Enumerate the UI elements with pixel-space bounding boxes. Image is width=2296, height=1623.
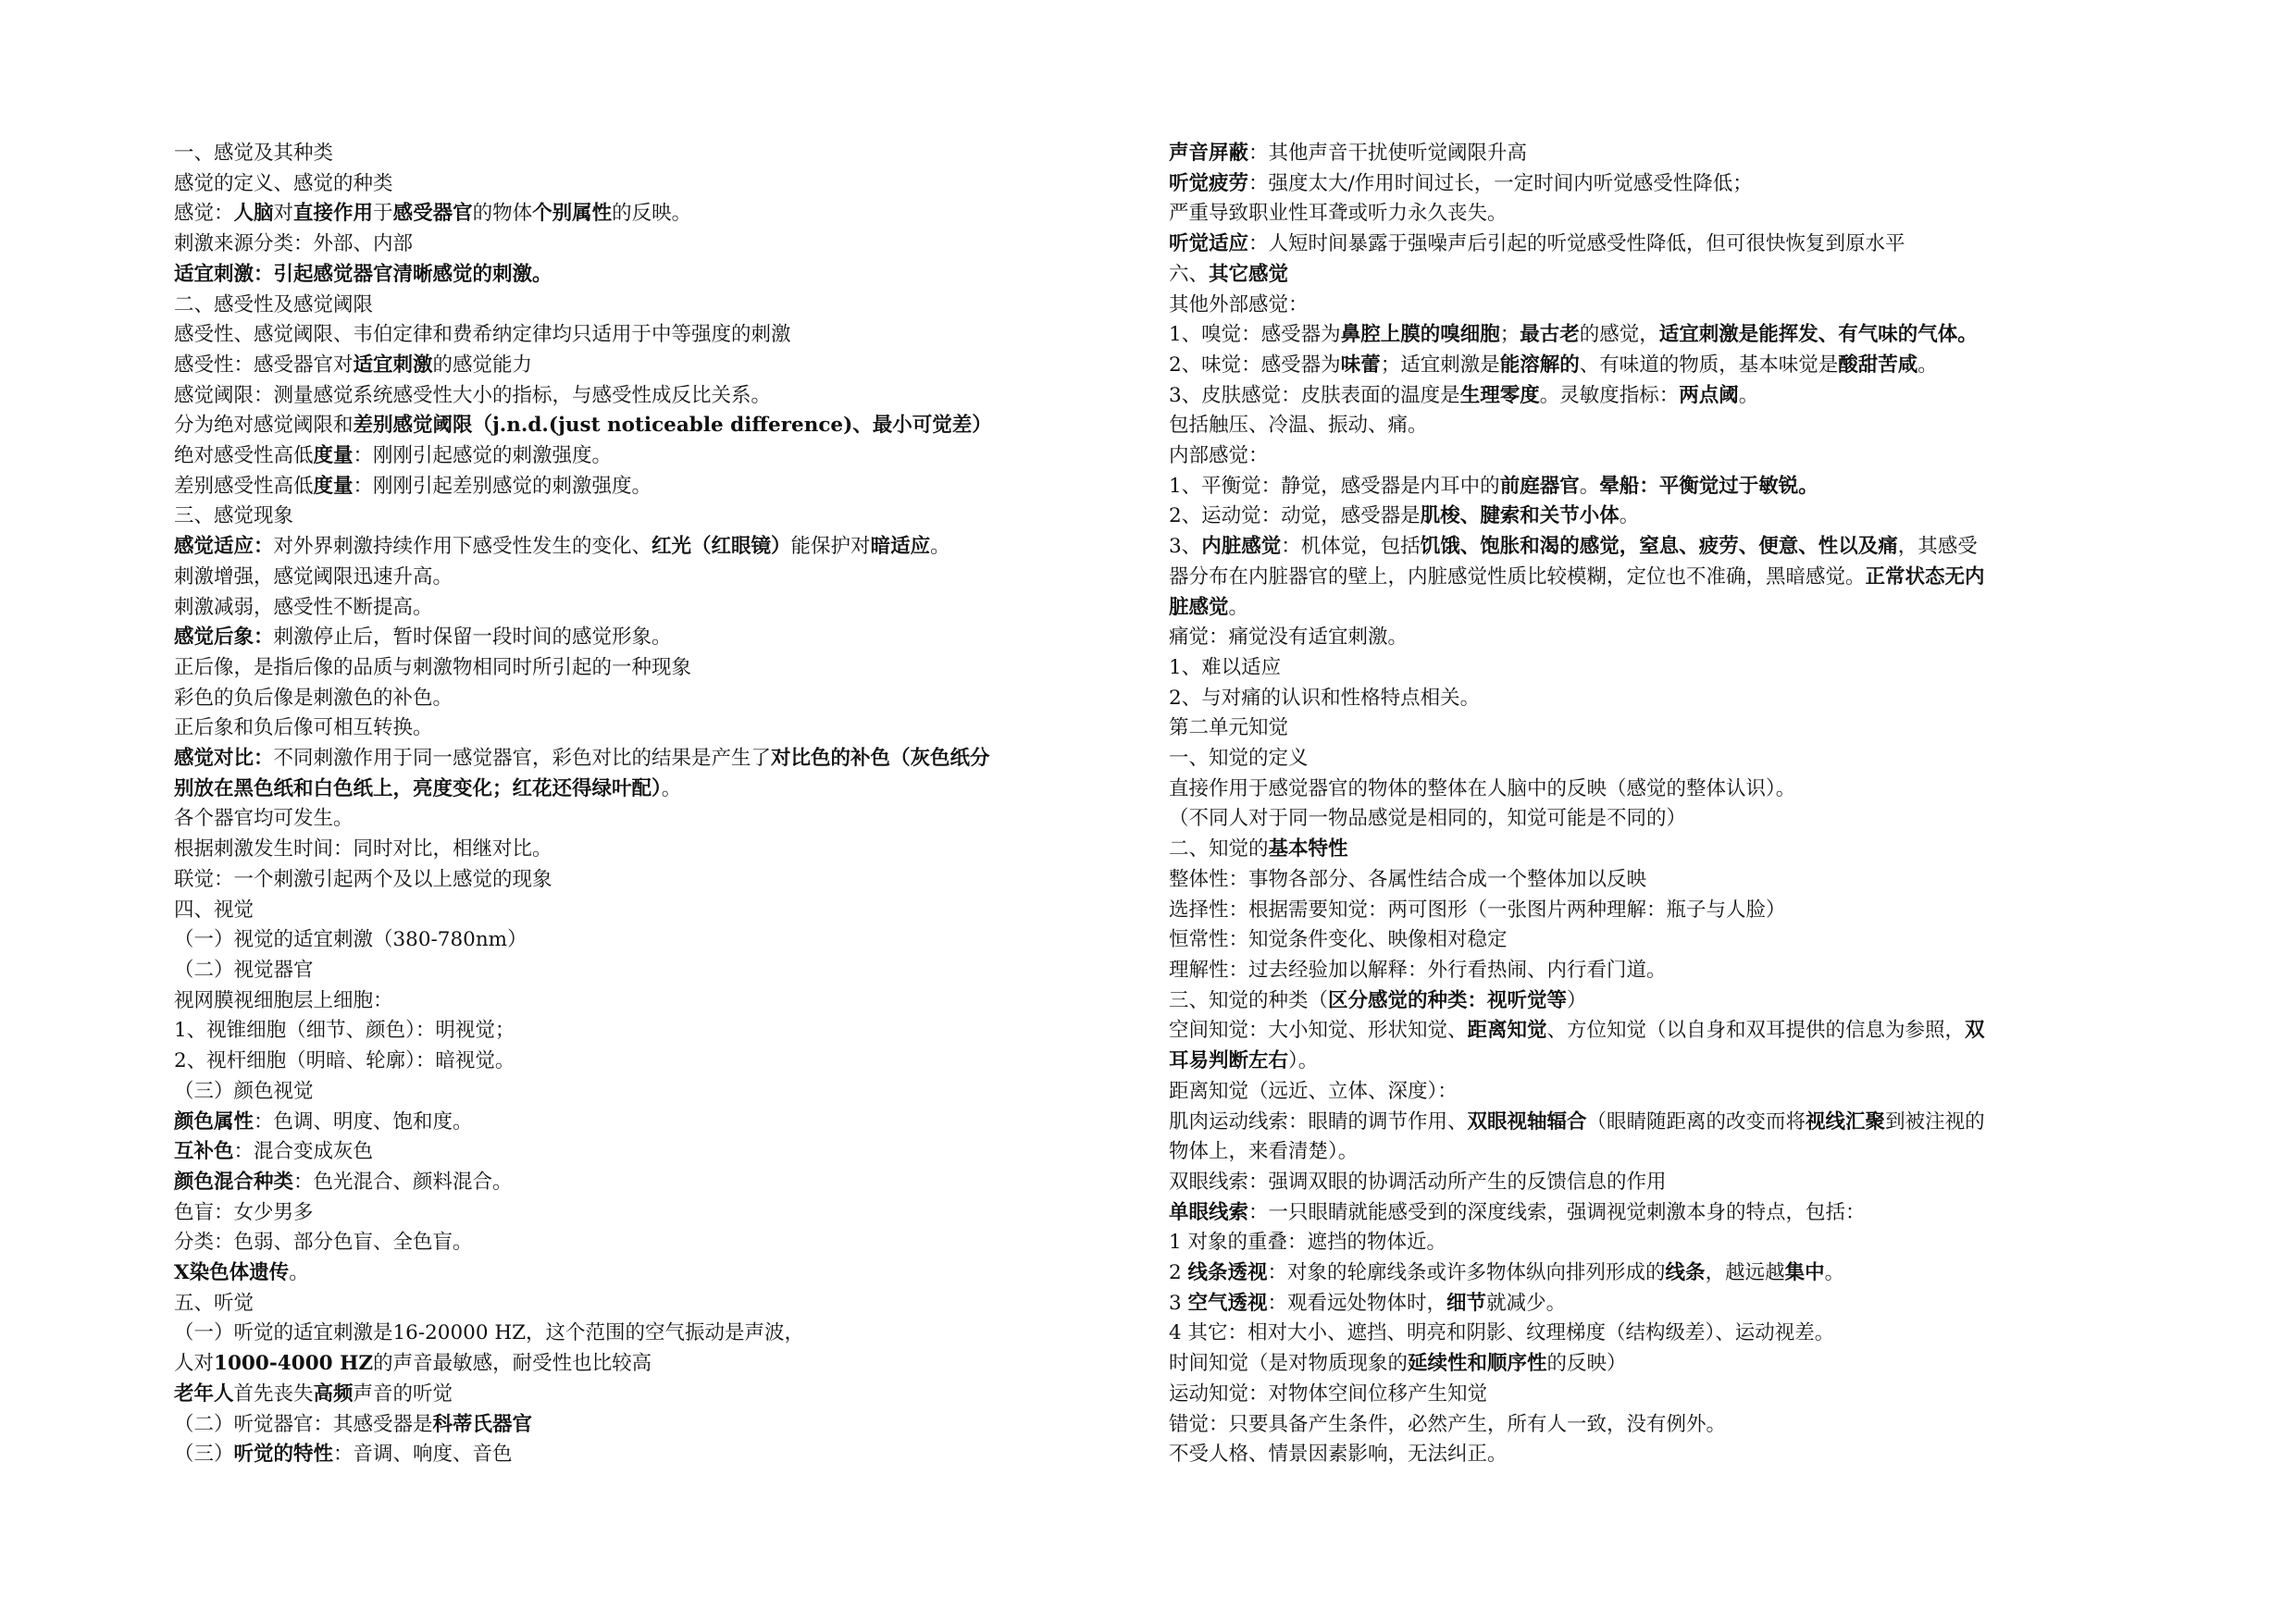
- text: 1、视锥细胞（细节、颜色）：明视觉；: [174, 1019, 515, 1043]
- text: ：色调、明度、饱和度。: [254, 1109, 473, 1134]
- text-line: [1169, 320, 2131, 351]
- bold-text: 空气透视: [1187, 1291, 1268, 1315]
- text: 刺激来源分类：外部、内部: [174, 232, 414, 256]
- bold-text: 互补色: [174, 1140, 234, 1164]
- text-line: [1169, 169, 2131, 200]
- text-line: [1169, 411, 2131, 441]
- text: ：一只眼睛就能感受到的深度线索，强调视觉刺激本身的特点，包括：: [1248, 1200, 1866, 1224]
- text-line: [174, 593, 1201, 624]
- text: 一、感觉及其种类: [174, 142, 334, 165]
- text-line: [1169, 1440, 2131, 1470]
- text-line: [174, 260, 1201, 291]
- bold-text: 度量: [313, 474, 354, 498]
- text: 绝对感受性高低: [174, 444, 314, 468]
- text: 彩色的负后像是刺激色的补色。: [174, 686, 453, 710]
- text-line: [174, 744, 1201, 774]
- text: 二、感受性及感觉阈限: [174, 292, 374, 316]
- text-line: [174, 1228, 1201, 1258]
- text-line: [174, 1410, 1201, 1441]
- text-line: [1169, 139, 2131, 169]
- text: 1、难以适应: [1169, 655, 1282, 679]
- text: ：观看远处物体时，: [1267, 1291, 1447, 1315]
- bold-text: 内脏感觉: [1201, 535, 1282, 559]
- text-line: [1169, 713, 2131, 744]
- text: 感受性：感受器官对: [174, 353, 354, 377]
- text: 二、知觉的: [1169, 837, 1269, 861]
- text: 直接作用于感觉器官的物体的整体在人脑中的反映（感觉的整体认识）。: [1169, 776, 1796, 800]
- text: 不同刺激作用于同一感觉器官，彩色对比的结果是产生了: [273, 747, 772, 771]
- text: 分为绝对感觉阈限和: [174, 414, 354, 438]
- text: 1、平衡觉：静觉，感受器是内耳中的: [1169, 474, 1500, 498]
- bold-text: 线条: [1665, 1261, 1706, 1285]
- bold-text: 科蒂氏器官: [432, 1412, 533, 1436]
- text: ，越远越: [1705, 1261, 1785, 1285]
- text: 3、皮肤感觉：皮肤表面的温度是: [1169, 383, 1460, 407]
- text: （三）: [174, 1443, 234, 1467]
- bold-text: 单眼线索: [1169, 1200, 1249, 1224]
- text: 感觉：: [174, 202, 234, 226]
- bold-text: 感觉对比：: [174, 747, 274, 771]
- bold-text: 1000-4000 HZ: [214, 1352, 374, 1376]
- text: （一）听觉的适宜刺激是16-20000 HZ，这个范围的空气振动是声波，: [174, 1321, 805, 1345]
- text: 4 其它：相对大小、遮挡、明亮和阴影、纹理梯度（结构级差）、运动视差。: [1169, 1321, 1835, 1345]
- text: 对: [273, 202, 294, 226]
- text: 一、知觉的定义: [1169, 747, 1309, 771]
- text: 的反映）: [1546, 1352, 1627, 1376]
- text-line: [174, 229, 1201, 260]
- text-line: [1169, 472, 2131, 502]
- bold-text: 适宜刺激是能挥发、有气味的气体。: [1658, 323, 1978, 347]
- text: 正后像，是指后像的品质与刺激物相同时所引起的一种现象: [174, 655, 692, 679]
- bold-text: 颜色混合种类: [174, 1170, 294, 1194]
- text: 的感觉能力: [432, 353, 533, 377]
- bold-text: 两点阈: [1679, 383, 1739, 407]
- text-line: [174, 684, 1201, 714]
- text: 感觉阈限：测量感觉系统感受性大小的指标，与感受性成反比关系。: [174, 383, 772, 407]
- text: 不受人格、情景因素影响，无法纠正。: [1169, 1443, 1508, 1467]
- text: ：人短时间暴露于强噪声后引起的听觉感受性降低，但可很快恢复到原水平: [1248, 232, 1905, 256]
- text-line: [174, 956, 1201, 986]
- text-line: [174, 1016, 1201, 1047]
- text-line: [1169, 1016, 2131, 1047]
- text-line: [174, 411, 1201, 441]
- text-line: [1169, 441, 2131, 472]
- bold-text: 集中: [1784, 1261, 1825, 1285]
- text: 联觉：一个刺激引起两个及以上感觉的现象: [174, 867, 552, 891]
- text-line: [174, 502, 1201, 532]
- text-line: [1169, 1410, 2131, 1441]
- text-line: [1169, 835, 2131, 865]
- text: 恒常性：知觉条件变化、映像相对稳定: [1169, 928, 1508, 952]
- bold-text: 直接作用: [293, 202, 374, 226]
- text: 内部感觉：: [1169, 444, 1269, 468]
- bold-text: 听觉适应: [1169, 232, 1249, 256]
- bold-text: 双眼视轴辐合: [1467, 1109, 1587, 1134]
- text-line: [174, 1137, 1201, 1168]
- text-line: [174, 381, 1201, 412]
- bold-text: 颜色属性: [174, 1109, 254, 1134]
- text: ：刚刚引起感觉的刺激强度。: [353, 444, 613, 468]
- text-line: [1169, 1289, 2131, 1319]
- text-line: [1169, 684, 2131, 714]
- text: 。: [1824, 1261, 1845, 1285]
- text: 。: [1917, 353, 1938, 377]
- text: ）。: [1288, 1049, 1319, 1073]
- text-line: [174, 896, 1201, 926]
- text-line: [174, 713, 1201, 744]
- text-line: [174, 351, 1201, 381]
- bold-text: 视线汇聚: [1806, 1109, 1886, 1134]
- text-line: [174, 774, 1201, 805]
- text: 2、与对痛的认识和性格特点相关。: [1169, 686, 1481, 710]
- text-line: [1169, 502, 2131, 532]
- text: 2、运动觉：动觉，感受器是: [1169, 504, 1421, 528]
- bold-text: X染色体遗传: [174, 1261, 290, 1285]
- text-line: [174, 139, 1201, 169]
- text: 四、视觉: [174, 898, 254, 922]
- text-line: [1169, 804, 2131, 835]
- bold-text: 红光（红眼镜）: [652, 535, 791, 559]
- bold-text: 正常状态无内: [1865, 564, 1985, 588]
- text-line: [1169, 986, 2131, 1017]
- text-line: [1169, 956, 2131, 986]
- text-line: [1169, 896, 2131, 926]
- bold-text: 感觉适应：: [174, 535, 274, 559]
- text-line: [174, 1258, 1201, 1289]
- text: 刺激增强，感觉阈限迅速升高。: [174, 564, 453, 588]
- bold-text: 肌梭、腱索和关节小体: [1420, 504, 1620, 528]
- text-line: [1169, 925, 2131, 956]
- text: ：混合变成灰色: [233, 1140, 374, 1164]
- text-line: [1169, 865, 2131, 896]
- text: 刺激减弱，感受性不断提高。: [174, 595, 433, 619]
- bold-text: 差别感觉阈限（j.n.d.(just noticeable difference)、最小可觉差）: [353, 414, 992, 438]
- text: （一）视觉的适宜刺激（380-780nm）: [174, 928, 527, 952]
- bold-text: 适宜刺激: [353, 353, 433, 377]
- text: 3、: [1169, 535, 1202, 559]
- text-line: [174, 1349, 1201, 1380]
- text-line: [1169, 1380, 2131, 1410]
- bold-text: 其它感觉: [1209, 262, 1289, 286]
- text: 刺激停止后，暂时保留一段时间的感觉形象。: [273, 626, 672, 650]
- text: ：强度太大/作用时间过长，一定时间内听觉感受性降低；: [1248, 171, 1753, 195]
- text-line: [1169, 1228, 2131, 1258]
- text-line: [174, 1319, 1201, 1349]
- text: 。: [1579, 474, 1600, 498]
- bold-text: 生理零度: [1459, 383, 1540, 407]
- text: 首先丧失: [233, 1381, 314, 1406]
- text: 2、味觉：感受器为: [1169, 353, 1341, 377]
- text: 、方位知觉（以自身和双耳提供的信息为参照，: [1546, 1019, 1966, 1043]
- text-line: [1169, 1198, 2131, 1229]
- text: 根据刺激发生时间：同时对比，相继对比。: [174, 837, 552, 861]
- text: 。灵敏度指标：: [1539, 383, 1680, 407]
- text: 感受性、感觉阈限、韦伯定律和费希纳定律均只适用于中等强度的刺激: [174, 323, 791, 347]
- text: 选择性：根据需要知觉：两可图形（一张图片两种理解：瓶子与人脸）: [1169, 898, 1786, 922]
- bold-text: 人脑: [233, 202, 274, 226]
- text-line: [1169, 291, 2131, 321]
- bold-text: 酸甜苦咸: [1838, 353, 1918, 377]
- text: 各个器官均可发生。: [174, 807, 354, 831]
- text-line: [1169, 532, 2131, 563]
- text: 。: [1228, 595, 1249, 619]
- bold-text: 听觉疲劳: [1169, 171, 1249, 195]
- text: 3: [1169, 1291, 1188, 1315]
- bold-text: 前庭器官: [1499, 474, 1580, 498]
- bold-text: 对比色的补色（灰色纸分: [771, 747, 990, 771]
- text-line: [174, 169, 1201, 200]
- text-line: [174, 623, 1201, 653]
- text: （三）颜色视觉: [174, 1079, 314, 1103]
- text-line: [1169, 1349, 2131, 1380]
- text: 人对: [174, 1352, 215, 1376]
- text: 1 对象的重叠：遮挡的物体近。: [1169, 1231, 1447, 1255]
- text-line: [174, 1198, 1201, 1229]
- text: （眼睛随距离的改变而将: [1586, 1109, 1806, 1134]
- left-column: [174, 139, 1201, 1470]
- bold-text: 耳易判断左右: [1169, 1049, 1289, 1073]
- bold-text: 声音屏蔽: [1169, 142, 1249, 165]
- bold-text: 暗适应: [870, 535, 931, 559]
- text-line: [174, 1047, 1201, 1077]
- bold-text: 晕船：平衡觉过于敏锐。: [1599, 474, 1818, 498]
- text-line: [1169, 774, 2131, 805]
- text-line: [174, 563, 1201, 593]
- text: 色盲：女少男多: [174, 1200, 314, 1224]
- text-line: [174, 986, 1201, 1017]
- text: 的声音最敏感，耐受性也比较高: [373, 1352, 652, 1376]
- text-line: [1169, 563, 2131, 593]
- bold-text: 度量: [313, 444, 354, 468]
- bold-text: 线条透视: [1187, 1261, 1268, 1285]
- text-line: [174, 925, 1201, 956]
- text: 的物体: [472, 202, 533, 226]
- text-line: [1169, 593, 2131, 624]
- text-line: [174, 1077, 1201, 1108]
- text: 的感觉，: [1579, 323, 1659, 347]
- bold-text: 味蕾: [1340, 353, 1381, 377]
- text: 声音的听觉: [353, 1381, 453, 1406]
- bold-text: 延续性和顺序性: [1408, 1352, 1547, 1376]
- text: ）: [1567, 988, 1587, 1012]
- text: ；: [1499, 323, 1520, 347]
- text: 双眼线索：强调双眼的协调活动所产生的反馈信息的作用: [1169, 1170, 1667, 1194]
- text: 五、听觉: [174, 1291, 254, 1315]
- text-line: [174, 653, 1201, 684]
- text: 视网膜视细胞层上细胞：: [174, 988, 393, 1012]
- text-line: [1169, 199, 2131, 229]
- text: 正后象和负后像可相互转换。: [174, 716, 433, 740]
- text: 于: [373, 202, 393, 226]
- text-line: [1169, 1258, 2131, 1289]
- text-line: [174, 804, 1201, 835]
- text: 。: [661, 776, 682, 800]
- text: 六、: [1169, 262, 1210, 286]
- bold-text: 距离知觉: [1467, 1019, 1547, 1043]
- text-line: [1169, 1077, 2131, 1108]
- text: ：色光混合、颜料混合。: [293, 1170, 513, 1194]
- text: ；适宜刺激是: [1380, 353, 1500, 377]
- bold-text: 感受器官: [392, 202, 473, 226]
- text: 就减少。: [1486, 1291, 1567, 1315]
- bold-text: 细节: [1446, 1291, 1487, 1315]
- text-line: [174, 1168, 1201, 1198]
- text: 包括触压、冷温、振动、痛。: [1169, 414, 1428, 438]
- text-line: [1169, 653, 2131, 684]
- text-line: [174, 835, 1201, 865]
- text-line: [1169, 1047, 2131, 1077]
- text-line: [1169, 623, 2131, 653]
- text: 运动知觉：对物体空间位移产生知觉: [1169, 1381, 1488, 1406]
- text-line: [1169, 1108, 2131, 1138]
- text-line: [174, 1380, 1201, 1410]
- text: 差别感受性高低: [174, 474, 314, 498]
- right-column: [1169, 139, 2131, 1470]
- text: 器分布在内脏器官的壁上，内脏感觉性质比较模糊，定位也不准确，黑暗感觉。: [1169, 564, 1866, 588]
- text: 对外界刺激持续作用下感受性发生的变化、: [273, 535, 652, 559]
- text-line: [174, 199, 1201, 229]
- text: 能保护对: [790, 535, 871, 559]
- text: 物体上，来看清楚）。: [1169, 1140, 1359, 1164]
- text: 2、视杆细胞（明暗、轮廓）：暗视觉。: [174, 1049, 515, 1073]
- text-line: [174, 1108, 1201, 1138]
- text-line: [1169, 1168, 2131, 1198]
- text-line: [174, 320, 1201, 351]
- text-line: [174, 1440, 1201, 1470]
- text: ：机体觉，包括: [1281, 535, 1421, 559]
- bold-text: 感觉后象：: [174, 626, 274, 650]
- text-line: [174, 1289, 1201, 1319]
- text: 错觉：只要具备产生条件，必然产生，所有人一致，没有例外。: [1169, 1412, 1727, 1436]
- bold-text: 个别属性: [532, 202, 613, 226]
- text: 的反映。: [612, 202, 692, 226]
- text-line: [1169, 351, 2131, 381]
- text: 。: [930, 535, 950, 559]
- text: 距离知觉（远近、立体、深度）：: [1169, 1079, 1458, 1103]
- text: （二）视觉器官: [174, 958, 314, 982]
- text: 整体性：事物各部分、各属性结合成一个整体加以反映: [1169, 867, 1647, 891]
- text: ：对象的轮廓线条或许多物体纵向排列形成的: [1267, 1261, 1666, 1285]
- text: （二）听觉器官：其感受器是: [174, 1412, 433, 1436]
- bold-text: 最古老: [1520, 323, 1580, 347]
- text: 。: [1619, 504, 1640, 528]
- text-line: [174, 532, 1201, 563]
- text: 2: [1169, 1261, 1188, 1285]
- text: 其他外部感觉：: [1169, 292, 1309, 316]
- text-line: [174, 865, 1201, 896]
- text: 理解性：过去经验加以解释：外行看热闹、内行看门道。: [1169, 958, 1667, 982]
- text-line: [1169, 381, 2131, 412]
- text: 时间知觉（是对物质现象的: [1169, 1352, 1409, 1376]
- bold-text: 鼻腔上膜的嗅细胞: [1340, 323, 1500, 347]
- text: 第二单元知觉: [1169, 716, 1289, 740]
- text-line: [1169, 1137, 2131, 1168]
- text: 痛觉：痛觉没有适宜刺激。: [1169, 626, 1409, 650]
- bold-text: 适宜刺激：引起感觉器官清晰感觉的刺激。: [174, 262, 552, 286]
- text-line: [1169, 229, 2131, 260]
- text: 三、知觉的种类（: [1169, 988, 1329, 1012]
- text: 。: [1738, 383, 1759, 407]
- text: （不同人对于同一物品感觉是相同的，知觉可能是不同的）: [1169, 807, 1687, 831]
- text: 肌肉运动线索：眼睛的调节作用、: [1169, 1109, 1468, 1134]
- text: 。: [289, 1261, 309, 1285]
- text: ：其他声音干扰使听觉阈限升高: [1248, 142, 1528, 165]
- bold-text: 脏感觉: [1169, 595, 1229, 619]
- text: ，其感受: [1897, 535, 1978, 559]
- text-line: [1169, 260, 2131, 291]
- bold-text: 听觉的特性: [233, 1443, 334, 1467]
- text-line: [1169, 744, 2131, 774]
- text: ：音调、响度、音色: [333, 1443, 513, 1467]
- text: 空间知觉：大小知觉、形状知觉、: [1169, 1019, 1468, 1043]
- text: 、有味道的物质，基本味觉是: [1579, 353, 1839, 377]
- bold-text: 别放在黑色纸和白色纸上，亮度变化；红花还得绿叶配）: [174, 776, 662, 800]
- bold-text: 高频: [313, 1381, 354, 1406]
- bold-text: 基本特性: [1268, 837, 1348, 861]
- text: 三、感觉现象: [174, 504, 294, 528]
- text: 到被注视的: [1885, 1109, 1985, 1134]
- bold-text: 双: [1965, 1019, 1985, 1043]
- text: ：刚刚引起差别感觉的刺激强度。: [353, 474, 652, 498]
- bold-text: 能溶解的: [1499, 353, 1580, 377]
- text: 严重导致职业性耳聋或听力永久丧失。: [1169, 202, 1508, 226]
- text: 分类：色弱、部分色盲、全色盲。: [174, 1231, 473, 1255]
- text-line: [174, 441, 1201, 472]
- bold-text: 老年人: [174, 1381, 234, 1406]
- text: 感觉的定义、感觉的种类: [174, 171, 393, 195]
- text: 1、嗅觉：感受器为: [1169, 323, 1341, 347]
- text-line: [174, 291, 1201, 321]
- text-line: [174, 472, 1201, 502]
- text-line: [1169, 1319, 2131, 1349]
- bold-text: 饥饿、饱胀和渴的感觉，窒息、疲劳、便意、性以及痛: [1420, 535, 1898, 559]
- bold-text: 区分感觉的种类：视听觉等: [1328, 988, 1568, 1012]
